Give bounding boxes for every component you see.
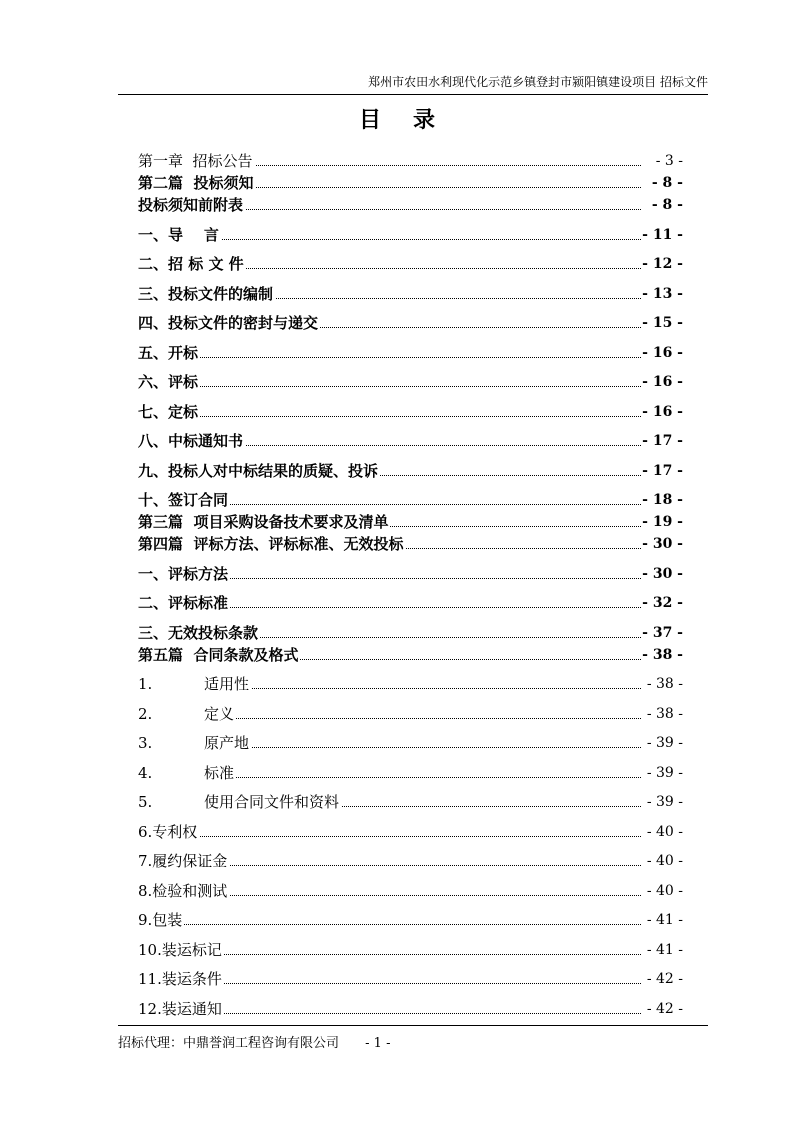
toc-entry-label: 第一章 招标公告 bbox=[138, 152, 253, 170]
toc-entry-text bbox=[138, 911, 184, 929]
toc-dot-leader bbox=[138, 924, 641, 925]
toc-entry-page: - 8 - bbox=[641, 174, 683, 192]
toc-entry-text bbox=[138, 174, 255, 192]
toc-entry[interactable] bbox=[138, 314, 683, 344]
toc-entry-label: 原产地 bbox=[204, 734, 250, 752]
toc-entry[interactable] bbox=[138, 174, 683, 196]
toc-entry-page: - 16 - bbox=[642, 403, 683, 420]
toc-entry-number: 2. bbox=[138, 704, 153, 723]
toc-entry[interactable] bbox=[138, 462, 683, 492]
page-title: 目录 bbox=[358, 107, 467, 133]
toc-entry-label: 七、定标 bbox=[138, 402, 199, 421]
toc-entry-page: - 15 - bbox=[642, 315, 683, 331]
toc-entry[interactable] bbox=[138, 941, 683, 971]
toc-entry-label: 第二篇 投标须知 bbox=[138, 174, 254, 192]
toc-entry[interactable] bbox=[138, 882, 683, 912]
toc-entry[interactable] bbox=[138, 970, 683, 1000]
toc-entry-text bbox=[138, 403, 200, 421]
toc-entry-page: - 30 - bbox=[642, 536, 683, 552]
toc-entry[interactable] bbox=[138, 705, 683, 735]
toc-entry-text bbox=[138, 624, 260, 642]
footer-page-number: - 1 - bbox=[365, 1036, 391, 1051]
toc-entry-page: - 40 - bbox=[641, 882, 683, 900]
toc-entry-text bbox=[138, 823, 199, 841]
toc-entry[interactable] bbox=[138, 226, 683, 256]
toc-entry[interactable] bbox=[138, 432, 683, 462]
toc-entry-label: 6.专利权 bbox=[138, 822, 198, 841]
toc-entry[interactable] bbox=[138, 646, 683, 676]
toc-entry-number: 3. bbox=[138, 734, 153, 752]
toc-entry-text bbox=[138, 513, 390, 531]
toc-entry-label: 第四篇 评标方法、评标标准、无效投标 bbox=[138, 535, 404, 553]
toc-entry-text bbox=[138, 764, 236, 782]
toc-entry-label: 六、评标 bbox=[138, 373, 199, 391]
toc-entry-page: - 18 - bbox=[642, 492, 683, 508]
toc-entry[interactable] bbox=[138, 823, 683, 853]
page-footer bbox=[118, 1025, 708, 1051]
toc-entry[interactable] bbox=[138, 852, 683, 882]
toc-dot-leader bbox=[138, 836, 641, 837]
toc-entry-label: 第三篇 项目采购设备技术要求及清单 bbox=[138, 513, 389, 531]
toc-entry-page: - 37 - bbox=[642, 624, 683, 641]
toc-entry-text bbox=[138, 594, 230, 612]
toc-entry-text bbox=[138, 152, 255, 170]
toc-entry-page: - 38 - bbox=[641, 675, 683, 693]
toc-entry-page: - 40 - bbox=[641, 852, 683, 870]
toc-entry-label: 二、招 标 文 件 bbox=[138, 255, 244, 273]
toc-entry-page: - 30 - bbox=[642, 565, 683, 582]
toc-entry-text bbox=[138, 675, 251, 693]
toc-entry-text bbox=[138, 970, 224, 988]
toc-entry-text bbox=[138, 941, 224, 959]
toc-entry[interactable] bbox=[138, 624, 683, 646]
toc-entry[interactable] bbox=[138, 911, 683, 941]
toc-entry-label: 标准 bbox=[204, 763, 235, 782]
toc-entry-page: - 17 - bbox=[642, 462, 683, 479]
toc-entry-page: - 19 - bbox=[642, 514, 683, 530]
toc-dot-leader bbox=[138, 386, 641, 387]
toc-entry-page: - 42 - bbox=[641, 970, 683, 988]
toc-entry-page: - 39 - bbox=[641, 793, 683, 811]
toc-entry-page: - 41 - bbox=[641, 941, 683, 959]
toc-entry-label: 九、投标人对中标结果的质疑、投诉 bbox=[138, 461, 379, 480]
toc-entry-text bbox=[138, 491, 230, 509]
toc-entry-page: - 13 - bbox=[642, 285, 683, 302]
toc-entry[interactable] bbox=[138, 734, 683, 764]
toc-entry-text bbox=[138, 344, 200, 362]
toc-entry-page: - 17 - bbox=[642, 433, 683, 449]
toc-entry-text bbox=[138, 1000, 224, 1018]
toc-entry[interactable] bbox=[138, 764, 683, 794]
toc-entry-label: 第五篇 合同条款及格式 bbox=[138, 645, 299, 664]
table-of-contents bbox=[138, 152, 683, 1029]
toc-entry[interactable] bbox=[138, 152, 683, 174]
toc-entry-page: - 8 - bbox=[641, 196, 683, 214]
footer-agent: 招标代理：中鼎誉润工程咨询有限公司 bbox=[118, 1036, 340, 1051]
toc-entry-text bbox=[138, 373, 200, 391]
toc-entry-text bbox=[138, 432, 245, 450]
toc-entry-label: 投标须知前附表 bbox=[138, 196, 244, 214]
toc-entry-number: 1. bbox=[138, 675, 153, 693]
toc-entry-number: 5. bbox=[138, 793, 153, 811]
toc-entry-text bbox=[138, 196, 245, 214]
toc-entry[interactable] bbox=[138, 793, 683, 823]
toc-entry-label: 定义 bbox=[204, 704, 235, 723]
toc-entry-page: - 38 - bbox=[642, 646, 683, 663]
toc-entry-label: 三、投标文件的编制 bbox=[138, 284, 274, 303]
toc-entry[interactable] bbox=[138, 535, 683, 565]
toc-entry-page: - 3 - bbox=[641, 152, 683, 170]
toc-entry-page: - 39 - bbox=[641, 764, 683, 782]
toc-entry-text bbox=[138, 255, 246, 273]
toc-entry[interactable] bbox=[138, 196, 683, 226]
toc-entry-label: 适用性 bbox=[204, 675, 250, 693]
toc-entry-text bbox=[138, 734, 251, 752]
toc-entry-text bbox=[138, 852, 229, 870]
header-text: 郑州市农田水利现代化示范乡镇登封市颍阳镇建设项目 招标文件 bbox=[368, 75, 708, 89]
toc-entry-page: - 42 - bbox=[641, 1000, 683, 1018]
toc-entry-label: 一、评标方法 bbox=[138, 564, 229, 583]
toc-entry-label: 二、评标标准 bbox=[138, 594, 229, 612]
toc-entry-label: 十、签订合同 bbox=[138, 491, 229, 509]
toc-entry-text bbox=[138, 705, 236, 723]
toc-entry-label: 五、开标 bbox=[138, 343, 199, 362]
toc-entry-page: - 32 - bbox=[642, 595, 683, 611]
toc-entry-page: - 16 - bbox=[642, 344, 683, 361]
toc-entry[interactable] bbox=[138, 344, 683, 374]
toc-entry-label: 一、导 言 bbox=[138, 225, 219, 244]
toc-entry[interactable] bbox=[138, 565, 683, 595]
toc-entry[interactable] bbox=[138, 255, 683, 285]
toc-entry-text bbox=[138, 285, 275, 303]
toc-entry-label: 三、无效投标条款 bbox=[138, 623, 259, 642]
toc-entry[interactable] bbox=[138, 285, 683, 315]
toc-entry-label: 四、投标文件的密封与递交 bbox=[138, 314, 319, 332]
toc-entry-text bbox=[138, 226, 221, 244]
toc-entry-page: - 39 - bbox=[641, 734, 683, 752]
toc-entry-page: - 40 - bbox=[641, 823, 683, 841]
toc-entry-number: 4. bbox=[138, 763, 153, 782]
toc-entry[interactable] bbox=[138, 675, 683, 705]
toc-entry-text bbox=[138, 535, 405, 553]
toc-entry[interactable] bbox=[138, 373, 683, 403]
toc-entry-page: - 38 - bbox=[641, 705, 683, 723]
toc-dot-leader bbox=[138, 416, 641, 417]
toc-entry-label: 8.检验和测试 bbox=[138, 881, 228, 900]
toc-entry-page: - 41 - bbox=[641, 911, 683, 929]
toc-entry-label: 11.装运条件 bbox=[138, 970, 222, 988]
toc-entry-text bbox=[138, 314, 320, 332]
toc-entry-label: 使用合同文件和资料 bbox=[204, 793, 340, 811]
toc-entry[interactable] bbox=[138, 594, 683, 624]
toc-entry-label: 7.履约保证金 bbox=[138, 852, 228, 870]
toc-entry-label: 9.包装 bbox=[138, 911, 183, 929]
toc-entry-label: 10.装运标记 bbox=[138, 940, 222, 959]
toc-entry[interactable] bbox=[138, 403, 683, 433]
toc-entry-text bbox=[138, 646, 300, 664]
toc-entry-page: - 12 - bbox=[642, 256, 683, 272]
toc-entry-text bbox=[138, 882, 229, 900]
toc-dot-leader bbox=[138, 357, 641, 358]
toc-entry-text bbox=[138, 565, 230, 583]
toc-entry[interactable] bbox=[138, 491, 683, 513]
toc-entry-label: 12.装运通知 bbox=[138, 999, 222, 1018]
toc-entry-page: - 16 - bbox=[642, 374, 683, 390]
toc-entry-text bbox=[138, 462, 380, 480]
toc-entry-page: - 11 - bbox=[642, 226, 683, 243]
page-header bbox=[118, 74, 708, 95]
toc-entry-text bbox=[138, 793, 341, 811]
toc-entry-label: 八、中标通知书 bbox=[138, 432, 244, 450]
toc-entry[interactable] bbox=[138, 513, 683, 535]
